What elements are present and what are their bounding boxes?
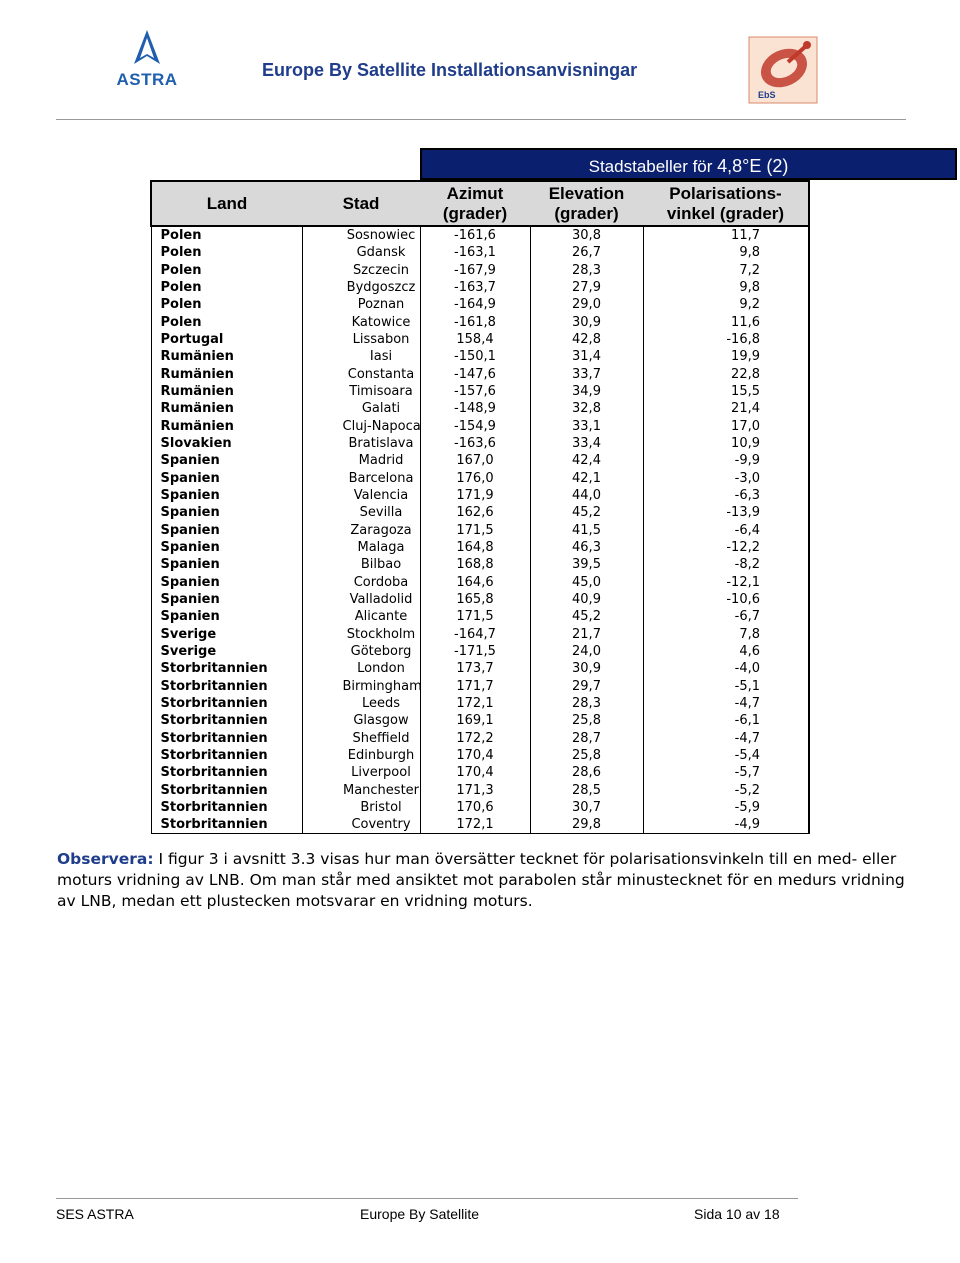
table-row [151, 418, 809, 435]
cell-polarisation: 10,9 [643, 435, 809, 452]
cell-land: Storbritannien [151, 695, 302, 712]
cell-polarisation: 9,8 [643, 279, 809, 296]
cell-azimut: 158,4 [420, 331, 530, 348]
footer-left: SES ASTRA [56, 1206, 134, 1222]
cell-stad: Valladolid [302, 591, 420, 608]
col-header-polarisation: Polarisations- vinkel (grader) [643, 181, 809, 226]
cell-land: Polen [151, 244, 302, 261]
cell-stad: Bratislava [302, 435, 420, 452]
col-header-stad: Stad [302, 181, 420, 226]
footer-center: Europe By Satellite [360, 1206, 480, 1222]
table-row [151, 799, 809, 816]
cell-elevation: 29,7 [530, 678, 643, 695]
table-row [151, 522, 809, 539]
cell-azimut: 165,8 [420, 591, 530, 608]
cell-stad: Katowice [302, 314, 420, 331]
cell-land: Spanien [151, 556, 302, 573]
cell-elevation: 40,9 [530, 591, 643, 608]
cell-elevation: 30,9 [530, 660, 643, 677]
cell-elevation: 28,5 [530, 782, 643, 799]
cell-polarisation: 7,2 [643, 262, 809, 279]
cell-elevation: 30,8 [530, 226, 643, 244]
cell-azimut: 171,7 [420, 678, 530, 695]
cell-polarisation: -3,0 [643, 470, 809, 487]
cell-land: Polen [151, 262, 302, 279]
cell-elevation: 42,8 [530, 331, 643, 348]
cell-azimut: -163,6 [420, 435, 530, 452]
cell-stad: Liverpool [302, 764, 420, 781]
table-row [151, 556, 809, 573]
cell-stad: Birmingham [302, 678, 420, 695]
table-row [151, 660, 809, 677]
cell-stad: Cluj-Napoca [302, 418, 420, 435]
cell-polarisation: -4,7 [643, 695, 809, 712]
table-row [151, 348, 809, 365]
cell-polarisation: -4,9 [643, 816, 809, 834]
cell-land: Spanien [151, 608, 302, 625]
table-row [151, 400, 809, 417]
cell-azimut: 172,2 [420, 730, 530, 747]
cell-polarisation: 22,8 [643, 366, 809, 383]
cell-azimut: 170,4 [420, 747, 530, 764]
cell-land: Spanien [151, 470, 302, 487]
cell-polarisation: -9,9 [643, 452, 809, 469]
cell-land: Storbritannien [151, 782, 302, 799]
document-title: Europe By Satellite Installationsanvisningar [262, 60, 638, 80]
cell-stad: Sheffield [302, 730, 420, 747]
cell-azimut: 172,1 [420, 695, 530, 712]
table-row [151, 574, 809, 591]
astra-logo-text: ASTRA [116, 70, 178, 89]
cell-azimut: 162,6 [420, 504, 530, 521]
cell-stad: Bydgoszcz [302, 279, 420, 296]
cell-polarisation: 11,6 [643, 314, 809, 331]
table-row [151, 470, 809, 487]
cell-polarisation: -6,4 [643, 522, 809, 539]
cell-stad: Zaragoza [302, 522, 420, 539]
cell-elevation: 33,7 [530, 366, 643, 383]
note-label: Observera: [57, 850, 154, 868]
cell-azimut: 176,0 [420, 470, 530, 487]
cell-azimut: -161,8 [420, 314, 530, 331]
cell-polarisation: 21,4 [643, 400, 809, 417]
banner-subtitle: 4,8°E (2) [717, 156, 789, 176]
cell-land: Storbritannien [151, 678, 302, 695]
cell-stad: Göteborg [302, 643, 420, 660]
cell-polarisation: 9,8 [643, 244, 809, 261]
cell-land: Slovakien [151, 435, 302, 452]
cell-elevation: 34,9 [530, 383, 643, 400]
cell-polarisation: -6,1 [643, 712, 809, 729]
col-header-land: Land [151, 181, 302, 226]
cell-polarisation: -12,2 [643, 539, 809, 556]
cell-polarisation: 4,6 [643, 643, 809, 660]
table-row [151, 226, 809, 244]
table-row [151, 712, 809, 729]
cell-stad: Alicante [302, 608, 420, 625]
cell-land: Rumänien [151, 383, 302, 400]
table-row [151, 591, 809, 608]
cell-elevation: 33,1 [530, 418, 643, 435]
cell-land: Spanien [151, 487, 302, 504]
cell-azimut: 168,8 [420, 556, 530, 573]
cell-stad: Cordoba [302, 574, 420, 591]
cell-land: Storbritannien [151, 730, 302, 747]
cell-elevation: 42,4 [530, 452, 643, 469]
cell-azimut: -164,9 [420, 296, 530, 313]
footer-divider [56, 1198, 798, 1199]
cell-land: Portugal [151, 331, 302, 348]
cell-azimut: -163,7 [420, 279, 530, 296]
cell-stad: Constanta [302, 366, 420, 383]
table-row [151, 314, 809, 331]
cell-stad: Glasgow [302, 712, 420, 729]
cell-land: Storbritannien [151, 660, 302, 677]
cell-stad: Madrid [302, 452, 420, 469]
page-header [0, 0, 960, 122]
cell-stad: Szczecin [302, 262, 420, 279]
cell-stad: Valencia [302, 487, 420, 504]
cell-land: Storbritannien [151, 816, 302, 834]
cell-elevation: 26,7 [530, 244, 643, 261]
cell-polarisation: -5,9 [643, 799, 809, 816]
cell-polarisation: 15,5 [643, 383, 809, 400]
cell-azimut: 171,3 [420, 782, 530, 799]
cell-polarisation: 11,7 [643, 226, 809, 244]
cell-stad: Sosnowiec [302, 226, 420, 244]
cell-land: Spanien [151, 574, 302, 591]
cell-azimut: -157,6 [420, 383, 530, 400]
cell-elevation: 28,7 [530, 730, 643, 747]
cell-azimut: 170,6 [420, 799, 530, 816]
cell-azimut: 167,0 [420, 452, 530, 469]
cell-stad: Gdansk [302, 244, 420, 261]
cell-azimut: 171,5 [420, 608, 530, 625]
cell-polarisation: -13,9 [643, 504, 809, 521]
table-row [151, 608, 809, 625]
cell-land: Spanien [151, 539, 302, 556]
cell-polarisation: -5,1 [643, 678, 809, 695]
table-row [151, 678, 809, 695]
cell-azimut: 172,1 [420, 816, 530, 834]
cell-elevation: 41,5 [530, 522, 643, 539]
cell-land: Rumänien [151, 348, 302, 365]
cell-elevation: 24,0 [530, 643, 643, 660]
cell-polarisation: -10,6 [643, 591, 809, 608]
cell-land: Polen [151, 226, 302, 244]
cell-land: Storbritannien [151, 764, 302, 781]
ebs-logo-text: EbS [758, 90, 776, 100]
cell-polarisation: -6,7 [643, 608, 809, 625]
cell-polarisation: -8,2 [643, 556, 809, 573]
ebs-logo-icon [748, 36, 818, 104]
cell-elevation: 25,8 [530, 712, 643, 729]
cell-azimut: 173,7 [420, 660, 530, 677]
cell-azimut: -147,6 [420, 366, 530, 383]
banner-title: Stadstabeller för [588, 157, 718, 176]
cell-azimut: -164,7 [420, 626, 530, 643]
table-row [151, 262, 809, 279]
table-row [151, 539, 809, 556]
cell-stad: Poznan [302, 296, 420, 313]
cell-stad: Timisoara [302, 383, 420, 400]
table-row [151, 504, 809, 521]
cell-polarisation: -4,7 [643, 730, 809, 747]
table-row [151, 816, 809, 834]
cell-land: Storbritannien [151, 799, 302, 816]
cell-azimut: -161,6 [420, 226, 530, 244]
cell-land: Spanien [151, 504, 302, 521]
cell-land: Rumänien [151, 400, 302, 417]
table-row [151, 366, 809, 383]
cell-land: Rumänien [151, 366, 302, 383]
cell-stad: Barcelona [302, 470, 420, 487]
cell-land: Rumänien [151, 418, 302, 435]
cell-land: Polen [151, 296, 302, 313]
cell-elevation: 45,0 [530, 574, 643, 591]
table-banner [420, 148, 957, 180]
cell-stad: Manchester [302, 782, 420, 799]
cell-elevation: 28,6 [530, 764, 643, 781]
cell-land: Spanien [151, 591, 302, 608]
cell-azimut: 164,6 [420, 574, 530, 591]
table-row [151, 695, 809, 712]
cell-polarisation: -16,8 [643, 331, 809, 348]
cell-polarisation: 9,2 [643, 296, 809, 313]
cell-elevation: 29,0 [530, 296, 643, 313]
table-row [151, 764, 809, 781]
cell-azimut: 171,5 [420, 522, 530, 539]
table-row [151, 435, 809, 452]
cell-azimut: -163,1 [420, 244, 530, 261]
cell-land: Spanien [151, 522, 302, 539]
cell-azimut: -148,9 [420, 400, 530, 417]
cell-elevation: 42,1 [530, 470, 643, 487]
table-row [151, 244, 809, 261]
cell-azimut: 171,9 [420, 487, 530, 504]
cell-elevation: 30,9 [530, 314, 643, 331]
col-header-elevation: Elevation (grader) [530, 181, 643, 226]
cell-stad: Galati [302, 400, 420, 417]
cell-land: Sverige [151, 643, 302, 660]
cell-polarisation: -5,2 [643, 782, 809, 799]
table-row [151, 331, 809, 348]
cell-land: Storbritannien [151, 712, 302, 729]
cell-polarisation: 7,8 [643, 626, 809, 643]
table-row [151, 782, 809, 799]
cell-elevation: 33,4 [530, 435, 643, 452]
cell-azimut: 169,1 [420, 712, 530, 729]
cell-land: Polen [151, 279, 302, 296]
cell-azimut: 164,8 [420, 539, 530, 556]
cell-elevation: 45,2 [530, 504, 643, 521]
footer-page-number: Sida 10 av 18 [694, 1206, 780, 1222]
cell-stad: Sevilla [302, 504, 420, 521]
cell-stad: Bilbao [302, 556, 420, 573]
cell-azimut: -167,9 [420, 262, 530, 279]
cell-elevation: 46,3 [530, 539, 643, 556]
cell-polarisation: 17,0 [643, 418, 809, 435]
cell-land: Polen [151, 314, 302, 331]
cell-azimut: -150,1 [420, 348, 530, 365]
cell-azimut: 170,4 [420, 764, 530, 781]
cell-stad: Lissabon [302, 331, 420, 348]
table-row [151, 279, 809, 296]
cell-elevation: 25,8 [530, 747, 643, 764]
cell-elevation: 29,8 [530, 816, 643, 834]
cell-azimut: -171,5 [420, 643, 530, 660]
cell-land: Sverige [151, 626, 302, 643]
table-row [151, 296, 809, 313]
cell-polarisation: 19,9 [643, 348, 809, 365]
cell-polarisation: -4,0 [643, 660, 809, 677]
table-row [151, 626, 809, 643]
cell-stad: Stockholm [302, 626, 420, 643]
cell-elevation: 44,0 [530, 487, 643, 504]
table-row [151, 643, 809, 660]
cell-elevation: 31,4 [530, 348, 643, 365]
cell-stad: Leeds [302, 695, 420, 712]
cell-polarisation: -6,3 [643, 487, 809, 504]
cell-polarisation: -5,4 [643, 747, 809, 764]
note-paragraph [57, 849, 907, 912]
table-row [151, 487, 809, 504]
cell-land: Spanien [151, 452, 302, 469]
header-divider [56, 119, 906, 120]
cell-elevation: 32,8 [530, 400, 643, 417]
note-text: I figur 3 i avsnitt 3.3 visas hur man översätter tecknet för polarisationsvinkeln till en med- eller moturs vridning av LNB. Om man står med ansiktet mot parabolen står minustecknet för en medurs vridning av LNB, medan ett plustecken motsvarar en vridning moturs. [57, 850, 905, 910]
cell-polarisation: -12,1 [643, 574, 809, 591]
city-table [150, 180, 810, 834]
cell-elevation: 39,5 [530, 556, 643, 573]
cell-stad: Bristol [302, 799, 420, 816]
cell-elevation: 45,2 [530, 608, 643, 625]
table-row [151, 452, 809, 469]
cell-elevation: 27,9 [530, 279, 643, 296]
cell-land: Storbritannien [151, 747, 302, 764]
cell-azimut: -154,9 [420, 418, 530, 435]
cell-stad: Malaga [302, 539, 420, 556]
cell-polarisation: -5,7 [643, 764, 809, 781]
col-header-azimut: Azimut (grader) [420, 181, 530, 226]
table-row [151, 730, 809, 747]
table-row [151, 747, 809, 764]
cell-stad: Coventry [302, 816, 420, 834]
table-header-row [151, 181, 809, 226]
cell-stad: London [302, 660, 420, 677]
cell-elevation: 21,7 [530, 626, 643, 643]
cell-elevation: 30,7 [530, 799, 643, 816]
cell-elevation: 28,3 [530, 695, 643, 712]
table-row [151, 383, 809, 400]
cell-stad: Iasi [302, 348, 420, 365]
cell-stad: Edinburgh [302, 747, 420, 764]
cell-elevation: 28,3 [530, 262, 643, 279]
